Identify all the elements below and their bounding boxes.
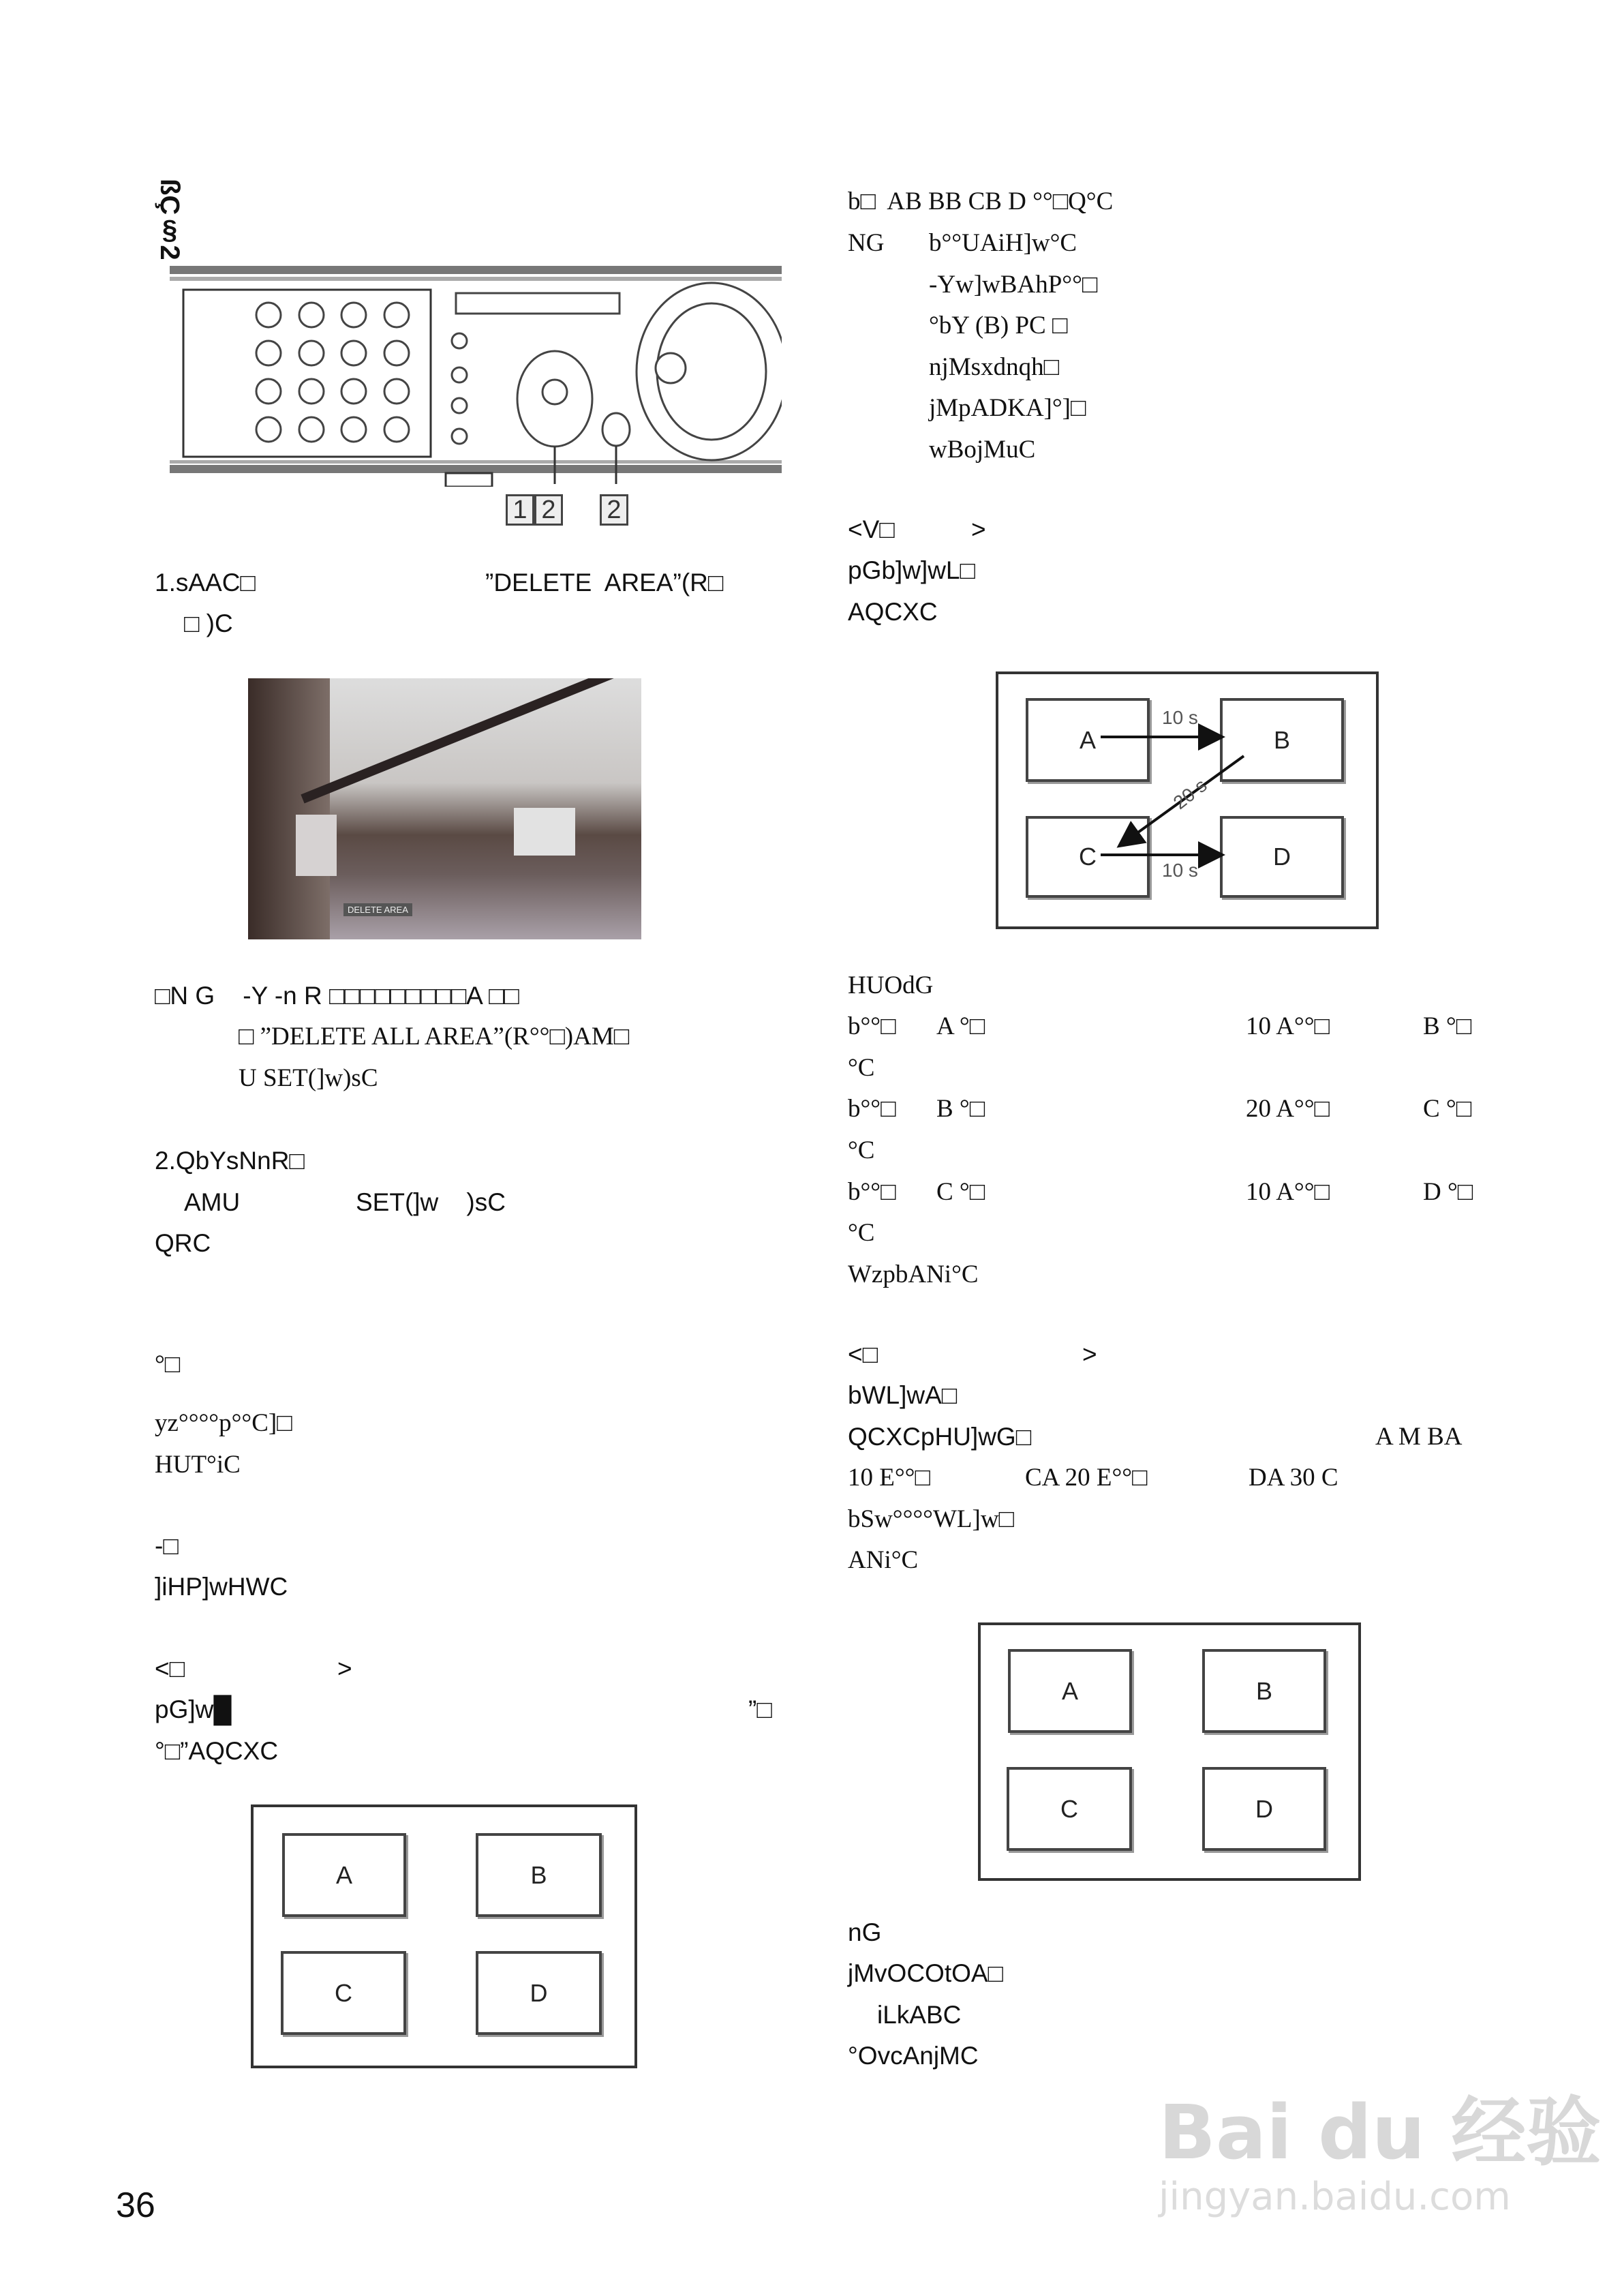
paragraph-5: ]iHP]wHWC (155, 1573, 288, 1601)
example-cell: 10 A°°□ (1246, 1012, 1330, 1040)
sequence-text-1: pGb]w]wL□ (848, 556, 975, 584)
step1-text-cont: □ )C (184, 609, 233, 637)
section2-heading-open: <□ (848, 1340, 878, 1368)
step1-text: 1.sAAC□ (155, 569, 256, 596)
photo-wall (248, 678, 330, 939)
right-line-3: -Yw]wBAhP°°□ (929, 271, 1098, 299)
camera-screenshot-photo (248, 678, 641, 939)
seq-box-c: C (1026, 816, 1150, 898)
right-line-7: wBojMuC (929, 436, 1036, 464)
photo-caption: DELETE AREA (343, 903, 412, 916)
seq-box-b: B (1220, 698, 1344, 782)
photo-sign (514, 808, 575, 856)
area-box-b: B (476, 1833, 602, 1917)
example-cell: b°°□ (848, 1178, 896, 1206)
section-heading-close: > (337, 1655, 352, 1682)
example-cell: 10 A°°□ (1246, 1178, 1330, 1206)
area-box-d: D (476, 1951, 602, 2035)
right-line-6: jMpADKA]°]□ (929, 394, 1086, 422)
example-cell: °C (848, 1136, 875, 1164)
example-cell: °C (848, 1219, 875, 1247)
section-text-2: °□”AQCXC (155, 1737, 279, 1765)
right-line-4: °bY (B) PC □ (929, 312, 1068, 339)
arrow-label-1: 10 s (1162, 707, 1198, 728)
control-panel-illustration (170, 266, 782, 487)
section2-text-8: ANi°C (848, 1546, 919, 1574)
paragraph-1: °□ (155, 1350, 181, 1378)
area-box-c: C (281, 1951, 406, 2035)
note-line-2: □ ”DELETE ALL AREA”(R°°□)AM□ (239, 1023, 630, 1051)
section-title-glyph: ßÇ§2 (155, 179, 185, 260)
step2-set-text: SET(]w )sC (356, 1188, 506, 1216)
example-tail: WzpbANi°C (848, 1260, 979, 1288)
sequence-text-2: AQCXC (848, 598, 938, 626)
final-note-2: iLkABC (877, 2001, 962, 2029)
final-note-label: nG (848, 1918, 882, 1946)
final-note-1: jMvOCOtOA□ (848, 1959, 1003, 1987)
area-box-c: C (1007, 1767, 1132, 1851)
callout-label-set: 2 (600, 494, 628, 526)
area-box-b: B (1202, 1649, 1326, 1733)
section-text-1: pG]w█ (155, 1695, 232, 1723)
step1-menu-item: ”DELETE AREA”(R□ (485, 569, 724, 596)
seq-box-d: D (1220, 816, 1344, 898)
example-cell: A °□ (936, 1012, 985, 1040)
example-cell: °C (848, 1054, 875, 1082)
example-cell: B °□ (936, 1095, 985, 1123)
arrow-label-3: 10 s (1162, 860, 1198, 881)
section2-text-5: CA 20 E°°□ (1025, 1464, 1148, 1492)
section2-text-4: 10 E°°□ (848, 1464, 930, 1492)
section2-text-1: bWL]wA□ (848, 1381, 958, 1409)
section-text-quote: ”□ (748, 1695, 772, 1723)
callout-label-2: 2 (534, 494, 563, 526)
example-cell: b°°□ (848, 1095, 896, 1123)
paragraph-4: -□ (155, 1532, 179, 1560)
example-cell: D °□ (1423, 1178, 1473, 1206)
paragraph-3: HUT°iC (155, 1451, 241, 1479)
section2-text-3: A M BA (1375, 1423, 1463, 1451)
step2-text-b: AMU (184, 1188, 241, 1216)
step2-text-d: QRC (155, 1229, 211, 1257)
note-line-1: □N G -Y -n R □□□□□□□□□A □□ (155, 982, 519, 1010)
example-heading: HUOdG (848, 971, 934, 999)
example-cell: B °□ (1423, 1012, 1472, 1040)
photo-beam (301, 678, 632, 803)
section-heading-open: <□ (155, 1655, 185, 1682)
section2-text-2: QCXCpHU]wG□ (848, 1423, 1032, 1451)
arrow-label-2: 20 s (1169, 774, 1211, 814)
example-cell: C °□ (1423, 1095, 1472, 1123)
step2-text: 2.QbYsNnR□ (155, 1147, 305, 1175)
right-line-2: b°°UAiH]w°C (929, 229, 1077, 257)
example-cell: C °□ (936, 1178, 985, 1206)
sequence-diagram (996, 671, 1379, 929)
baidu-watermark-url: jingyan.baidu.com (1159, 2175, 1511, 2219)
page-number: 36 (116, 2186, 155, 2225)
callout-label-1: 1 (506, 494, 534, 526)
baidu-watermark-logo: Bai du 经验 (1159, 2089, 1602, 2176)
paragraph-2: yz°°°°p°°C]□ (155, 1409, 292, 1437)
section2-heading-close: > (1082, 1340, 1097, 1368)
section2-text-7: bSw°°°°WL]w□ (848, 1505, 1014, 1533)
photo-privacy-area (296, 815, 337, 876)
section2-text-6: DA 30 C (1249, 1464, 1338, 1492)
sequence-heading-open: <V□ (848, 515, 895, 543)
quad-diagram-left (251, 1804, 637, 2068)
area-box-a: A (282, 1833, 406, 1917)
sequence-heading-close: > (971, 515, 986, 543)
right-note-label: NG (848, 229, 885, 257)
example-cell: b°°□ (848, 1012, 896, 1040)
quad-diagram-right (978, 1622, 1361, 1881)
example-cell: 20 A°°□ (1246, 1095, 1330, 1123)
right-line-1: b□ AB BB CB D °°□Q°C (848, 187, 1114, 215)
area-box-d: D (1202, 1767, 1326, 1851)
note-line-3: U SET(]w)sC (239, 1064, 378, 1092)
right-line-5: njMsxdnqh□ (929, 353, 1059, 381)
final-note-3: °OvcAnjMC (848, 2042, 979, 2070)
seq-box-a: A (1026, 698, 1150, 782)
area-box-a: A (1008, 1649, 1132, 1733)
